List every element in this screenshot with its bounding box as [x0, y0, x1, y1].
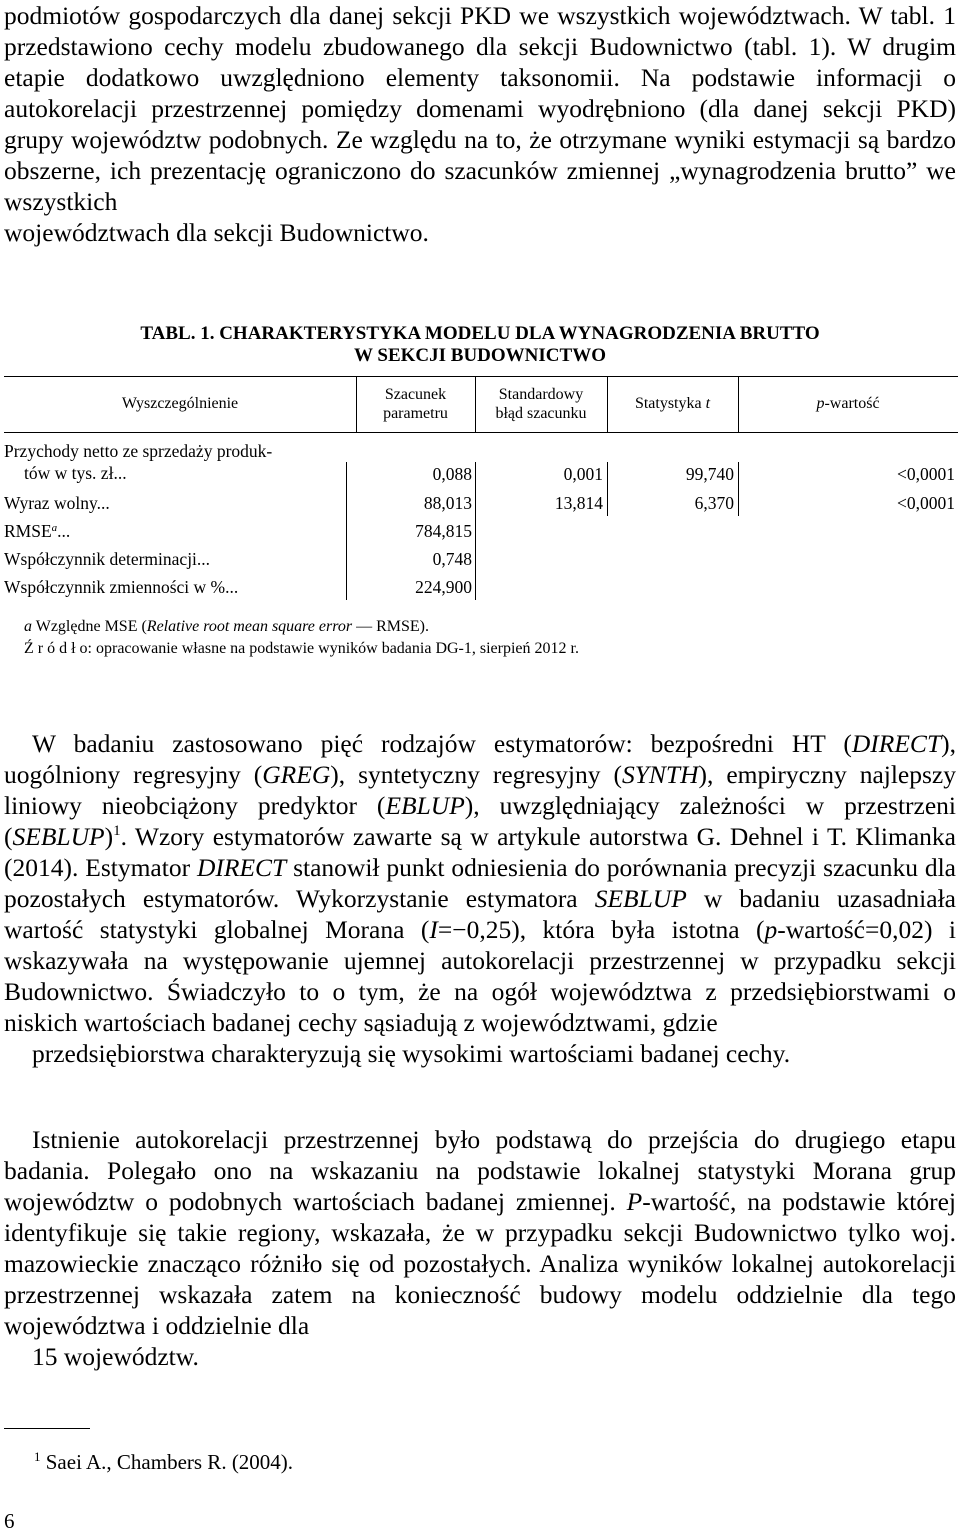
- intro-paragraph: [4, 0, 956, 248]
- table-note-a: a Względne MSE (Relative root mean square error — RMSE).: [24, 618, 429, 635]
- footnote: [34, 1444, 293, 1475]
- footnote-marker: 1: [34, 1449, 41, 1464]
- table-row: Współczynnik determinacji...: [4, 549, 211, 569]
- paragraph-autocorrelation: Istnienie autokorelacji przestrzennej było podstawą do przejścia do drugiego etapu badania. Polegało ono na wskazaniu na podstawie lokalnej statystyki Morana grup województw o podobnych wartościach badanej zmiennej. P-wartość, na podstawie której identyfikuje się takie regiony, wskazała, że w przypadku sekcji Budownictwo tylko woj. mazowieckie znacząco różniło się od pozostałych. Analiza wyników lokalnej autokorelacji przestrzennej wskazała zatem na konieczność budowy modelu oddzielnie dla tego województwa i oddzielnie dla 15 województw.: [4, 1125, 956, 1371]
- table-row: Przychody netto ze sprzedaży produk- tów w tys. zł...: [4, 441, 273, 483]
- row1-label-line2: tów w tys. zł: [24, 463, 114, 483]
- row1-estimate: 0,088: [432, 464, 472, 484]
- row3-estimate: 784,815: [415, 521, 472, 541]
- header-p-value: p-wartość: [816, 395, 880, 412]
- row2-t-stat: 6,370: [694, 493, 734, 513]
- footnote-text: Saei A., Chambers R. (2004).: [40, 1450, 294, 1474]
- body-col-sep-1: [346, 462, 347, 600]
- row1-std-error: 0,001: [563, 464, 603, 484]
- footnote-ref: 1: [113, 823, 121, 839]
- row4-estimate: 0,748: [432, 549, 472, 569]
- table-row: Wyraz wolny...: [4, 493, 110, 513]
- table-row: Współczynnik zmienności w %...: [4, 577, 239, 597]
- table-source: Ź r ó d ł o: opracowanie własne na podstawie wyników badania DG-1, sierpień 2012 r.: [24, 640, 579, 657]
- header-description: Wyszczególnienie: [121, 395, 239, 412]
- row2-std-error: 13,814: [554, 493, 603, 513]
- row1-p-value: <0,0001: [897, 464, 955, 484]
- paragraph-estimators-last-line: przedsiębiorstwa charakteryzują się wysokimi wartościami badanej cechy.: [32, 1039, 791, 1068]
- paragraph-estimators: W badaniu zastosowano pięć rodzajów estymatorów: bezpośredni HT (DIRECT), uogólniony regresyjny (GREG), syntetyczny regresyjny (SYNTH), empiryczny najlepszy liniowy nieobciążony predyktor (EBLUP), uwzględniający zależności w przestrzeni (SEBLUP)$^1$. Wzory estymatorów zawarte są w artykule autorstwa G. Dehnel i T. Klimanka (2014). Estymator DIRECT stanowił punkt odniesienia do porównania precyzji szacunku dla pozostałych estymatorów. Wykorzystanie estymatora SEBLUP w badaniu uzasadniała wartość statystyki globalnej Morana (I=−0,25), która była istotna (p-wartość=0,02) i wskazywała na występowanie ujemnej autokorelacji przestrzennej w przypadku sekcji Budownictwo. Świadczyło to o tym, że na ogół województwa z przedsiębiorstwami o niskich wartościach badanej cechy sąsiadują z województwami, gdzie przedsiębiorstwa charakteryzują się wysokimi wartościami badanej cechy.: [4, 729, 957, 1068]
- row4-label: Współczynnik determinacji: [4, 549, 197, 569]
- table-row: RMSE$^a$...: [4, 521, 71, 541]
- table-title-line1: TABL. 1. CHARAKTERYSTYKA MODELU DLA WYNAGRODZENIA BRUTTO: [140, 323, 820, 344]
- header-estimate: Szacunek parametru: [383, 386, 448, 422]
- row2-p-value: <0,0001: [897, 493, 955, 513]
- page-number: 6: [4, 1509, 15, 1533]
- row5-estimate: 224,900: [415, 577, 472, 597]
- intro-paragraph-last-line: województwach dla sekcji Budownictwo.: [4, 218, 429, 247]
- footnote-separator: [4, 1428, 90, 1429]
- row2-label: Wyraz wolny: [4, 493, 97, 513]
- paragraph-autocorrelation-last-line: 15 województw.: [32, 1342, 199, 1371]
- intro-paragraph-text: podmiotów gospodarczych dla danej sekcji PKD we wszystkich województwach. W tabl. 1 przedstawiono cechy modelu zbudowanego dla sekcji Budownictwo (tabl. 1). W drugim etapie dodatkowo uwzględniono elementy taksonomii. Na podstawie informacji o autokorelacji przestrzennej pomiędzy domenami wyodrębniono (dla danej sekcji PKD) grupy województw podobnych. Ze względu na to, że otrzymane wyniki estymacji są bardzo obszerne, ich prezentację ograniczono do szacunków zmiennej „wynagrodzenia brutto” we wszystkich: [4, 1, 956, 216]
- table-title: [0, 323, 960, 367]
- table-title-line2: W SEKCJI BUDOWNICTWO: [354, 345, 606, 366]
- row3-label: RMSE: [4, 521, 52, 541]
- row1-t-stat: 99,740: [685, 464, 734, 484]
- row1-label-line1: Przychody netto ze sprzedaży produk-: [4, 441, 273, 461]
- header-t-stat: Statystyka t: [634, 395, 711, 412]
- table-top-rule: [4, 376, 958, 377]
- row5-label: Współczynnik zmienności w %: [4, 577, 226, 597]
- row2-estimate: 88,013: [423, 493, 472, 513]
- header-std-error: Standardowy błąd szacunku: [495, 386, 587, 422]
- table-header-rule: [4, 432, 958, 433]
